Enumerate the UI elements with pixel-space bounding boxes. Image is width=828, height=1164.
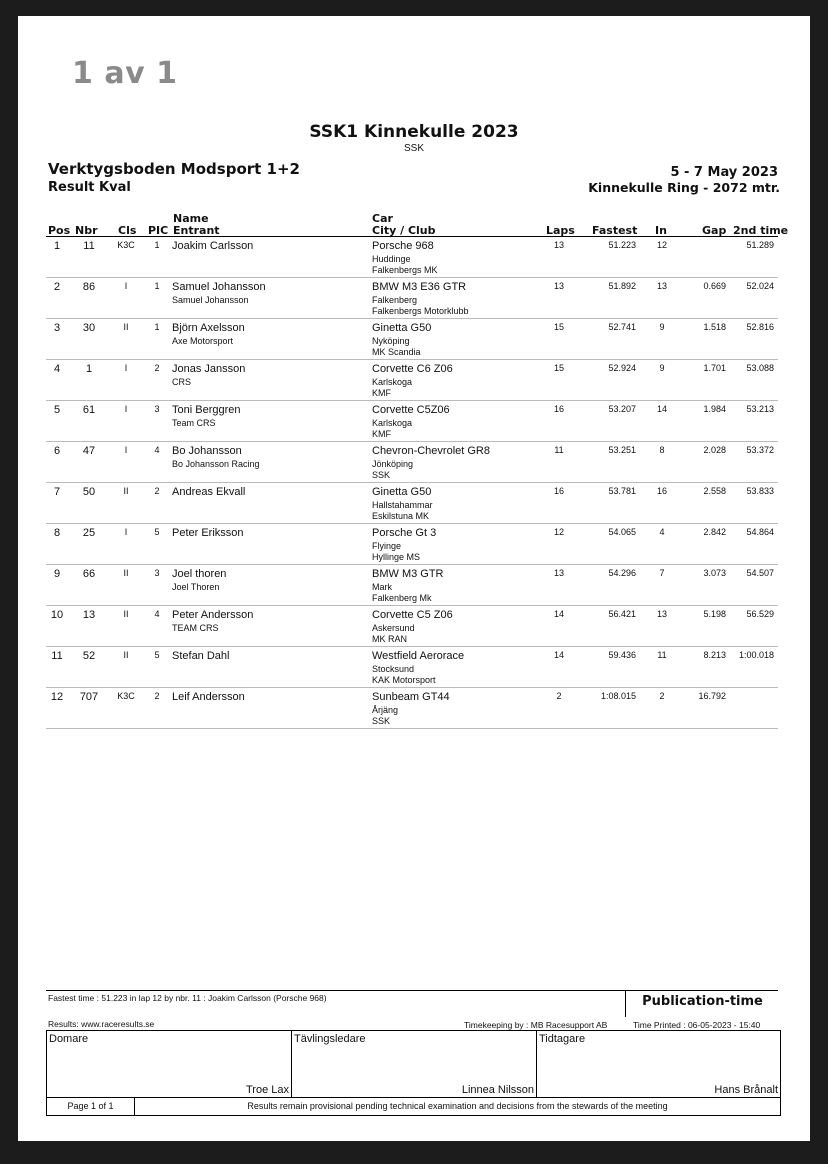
cell-city: Nyköping (372, 336, 410, 346)
cell-2nd-time: 54.864 (746, 527, 774, 537)
header-2nd-time: 2nd time (733, 224, 789, 237)
cell-club: KMF (372, 388, 391, 398)
cell-2nd-time: 53.088 (746, 363, 774, 373)
cell-in-lap: 11 (657, 650, 667, 660)
cell-laps: 2 (556, 691, 562, 701)
cell-entrant: Joel Thoren (172, 582, 220, 592)
cell-car: Chevron-Chevrolet GR8 (372, 445, 490, 457)
track-info: Kinnekulle Ring - 2072 mtr. (588, 180, 780, 195)
time-printed: Time Printed : 06-05-2023 - 15:40 (633, 1020, 761, 1030)
cell-entrant: Bo Johansson Racing (172, 459, 260, 469)
cell-car: Corvette C5 Z06 (372, 609, 453, 621)
cell-pic: 5 (154, 527, 160, 537)
results-url: Results: www.raceresults.se (48, 1019, 155, 1029)
cell-in-lap: 9 (659, 322, 665, 332)
cell-gap: 2.028 (703, 445, 726, 455)
header-in: In (655, 224, 667, 237)
cell-driver-name: Peter Andersson (172, 609, 254, 621)
cell-driver-name: Björn Axelsson (172, 322, 245, 334)
result-row (46, 647, 778, 688)
results-table (46, 237, 778, 729)
cell-2nd-time: 1:00.018 (738, 650, 774, 660)
cell-gap: 3.073 (703, 568, 726, 578)
cell-laps: 15 (553, 363, 564, 373)
result-row (46, 237, 778, 278)
cell-city: Huddinge (372, 254, 411, 264)
cell-laps: 15 (553, 322, 564, 332)
result-row (46, 524, 778, 565)
cell-gap: 0.669 (703, 281, 726, 291)
cell-pic: 4 (154, 445, 160, 455)
header-pic: PIC (148, 224, 169, 237)
cell-city: Flyinge (372, 541, 402, 551)
cell-class: II (123, 609, 129, 619)
cell-gap: 5.198 (703, 609, 726, 619)
cell-2nd-time: 54.507 (746, 568, 774, 578)
cell-fastest: 1:08.015 (600, 691, 636, 701)
cell-nbr: 1 (85, 363, 93, 375)
cell-car: Corvette C5Z06 (372, 404, 450, 416)
official-tidtagare (537, 1031, 780, 1097)
cell-laps: 14 (553, 609, 564, 619)
cell-class: I (124, 281, 128, 291)
cell-club: MK Scandia (372, 347, 421, 357)
cell-driver-name: Jonas Jansson (172, 363, 246, 375)
cell-in-lap: 12 (656, 240, 667, 250)
timekeeping-info: Timekeeping by : MB Racesupport AB (464, 1020, 608, 1030)
publication-time-label: Publication-time (625, 991, 779, 1017)
cell-entrant: Axe Motorsport (172, 336, 234, 346)
official-name: Troe Lax (245, 1084, 289, 1096)
cell-laps: 13 (553, 568, 564, 578)
cell-pos: 8 (53, 527, 61, 539)
cell-city: Årjäng (372, 705, 399, 715)
cell-gap: 8.213 (703, 650, 726, 660)
cell-nbr: 47 (82, 445, 96, 457)
cell-city: Jönköping (372, 459, 414, 469)
page-of-label: Page 1 of 1 (47, 1098, 135, 1115)
cell-city: Karlskoga (372, 418, 413, 428)
session-name: Result Kval (48, 180, 131, 195)
officials-box (46, 1030, 781, 1098)
cell-nbr: 707 (79, 691, 99, 703)
cell-2nd-time: 51.289 (746, 240, 774, 250)
cell-club: KMF (372, 429, 391, 439)
cell-fastest: 52.924 (608, 363, 636, 373)
cell-class: II (123, 322, 129, 332)
cell-pic: 2 (154, 691, 160, 701)
cell-fastest: 59.436 (608, 650, 636, 660)
provisional-disclaimer: Results remain provisional pending technical examination and decisions from the stewards of the meeting (247, 1101, 668, 1111)
cell-club: KAK Motorsport (372, 675, 436, 685)
cell-pos: 7 (53, 486, 61, 498)
cell-2nd-time: 53.213 (746, 404, 774, 414)
cell-club: MK RAN (372, 634, 408, 644)
cell-driver-name: Leif Andersson (172, 691, 245, 703)
cell-city: Hallstahammar (372, 500, 433, 510)
cell-pic: 2 (154, 486, 160, 496)
cell-class: I (124, 527, 128, 537)
fastest-time-summary: Fastest time : 51.223 in lap 12 by nbr. 11 : Joakim Carlsson (Porsche 968) (48, 993, 327, 1003)
cell-in-lap: 14 (656, 404, 667, 414)
cell-city: Falkenberg (372, 295, 418, 305)
cell-driver-name: Joakim Carlsson (172, 240, 254, 252)
header-fastest: Fastest (592, 224, 638, 237)
cell-club: Hyllinge MS (372, 552, 421, 562)
header-cls: Cls (118, 224, 137, 237)
cell-pic: 1 (154, 281, 160, 291)
cell-pos: 9 (53, 568, 61, 580)
cell-city: Stocksund (372, 664, 415, 674)
official-domare (47, 1031, 292, 1097)
cell-driver-name: Andreas Ekvall (172, 486, 246, 498)
result-row (46, 360, 778, 401)
header-gap: Gap (702, 224, 727, 237)
cell-city: Askersund (372, 623, 415, 633)
cell-pos: 3 (53, 322, 61, 334)
cell-car: BMW M3 E36 GTR (372, 281, 467, 293)
cell-car: Ginetta G50 (372, 486, 432, 498)
cell-driver-name: Stefan Dahl (172, 650, 230, 662)
cell-pic: 1 (154, 240, 160, 250)
cell-fastest: 51.892 (608, 281, 636, 291)
cell-city: Karlskoga (372, 377, 413, 387)
cell-nbr: 50 (82, 486, 96, 498)
cell-car: Porsche Gt 3 (372, 527, 437, 539)
cell-car: BMW M3 GTR (372, 568, 444, 580)
class-name: Verktygsboden Modsport 1+2 (48, 160, 300, 178)
cell-nbr: 11 (83, 240, 95, 252)
cell-in-lap: 9 (659, 363, 665, 373)
cell-class: II (123, 650, 129, 660)
event-date: 5 - 7 May 2023 (670, 165, 778, 180)
cell-gap: 2.558 (703, 486, 726, 496)
cell-car: Porsche 968 (372, 240, 434, 252)
cell-nbr: 61 (82, 404, 96, 416)
cell-pos: 12 (50, 691, 64, 703)
cell-fastest: 56.421 (608, 609, 636, 619)
cell-pic: 3 (154, 568, 160, 578)
result-row (46, 319, 778, 360)
cell-laps: 13 (553, 240, 564, 250)
cell-driver-name: Joel thoren (172, 568, 227, 580)
cell-pic: 4 (154, 609, 160, 619)
cell-class: I (124, 363, 128, 373)
cell-city: Mark (372, 582, 392, 592)
cell-class: II (123, 568, 129, 578)
cell-in-lap: 2 (659, 691, 665, 701)
cell-pos: 5 (53, 404, 61, 416)
cell-fastest: 53.781 (608, 486, 636, 496)
header-city-club: City / Club (372, 224, 436, 237)
cell-laps: 12 (553, 527, 564, 537)
header-laps: Laps (546, 224, 575, 237)
result-row (46, 278, 778, 319)
cell-pic: 3 (154, 404, 160, 414)
cell-gap: 2.842 (703, 527, 726, 537)
cell-gap: 1.518 (703, 322, 726, 332)
bottom-bar (46, 1097, 781, 1116)
cell-fastest: 51.223 (608, 240, 636, 250)
cell-car: Ginetta G50 (372, 322, 432, 334)
cell-pos: 4 (53, 363, 61, 375)
result-row (46, 606, 778, 647)
cell-nbr: 52 (82, 650, 96, 662)
cell-fastest: 53.207 (608, 404, 636, 414)
cell-nbr: 13 (82, 609, 96, 621)
result-row (46, 565, 778, 606)
cell-in-lap: 4 (659, 527, 665, 537)
cell-laps: 16 (553, 486, 564, 496)
cell-pic: 2 (154, 363, 160, 373)
cell-driver-name: Samuel Johansson (172, 281, 266, 293)
cell-nbr: 86 (82, 281, 96, 293)
result-row (46, 483, 778, 524)
event-subtitle: SSK (403, 143, 424, 154)
cell-class: K3C (117, 240, 135, 250)
cell-fastest: 52.741 (608, 322, 636, 332)
cell-laps: 14 (553, 650, 564, 660)
cell-club: Falkenbergs MK (372, 265, 438, 275)
cell-fastest: 54.065 (608, 527, 636, 537)
cell-laps: 11 (554, 445, 564, 455)
cell-pic: 1 (154, 322, 160, 332)
cell-club: SSK (372, 470, 391, 480)
cell-club: SSK (372, 716, 391, 726)
official-tavlingsledare (292, 1031, 537, 1097)
cell-driver-name: Toni Berggren (172, 404, 241, 416)
cell-entrant: TEAM CRS (172, 623, 219, 633)
header-entrant: Entrant (173, 224, 220, 237)
cell-car: Westfield Aerorace (372, 650, 465, 662)
cell-club: Eskilstuna MK (372, 511, 430, 521)
cell-driver-name: Peter Eriksson (172, 527, 244, 539)
cell-class: II (123, 486, 129, 496)
cell-nbr: 66 (82, 568, 96, 580)
header-nbr: Nbr (75, 224, 98, 237)
cell-in-lap: 13 (656, 281, 667, 291)
page-counter: 1 av 1 (72, 56, 178, 91)
cell-pos: 11 (51, 650, 63, 662)
cell-in-lap: 7 (659, 568, 665, 578)
cell-pic: 5 (154, 650, 160, 660)
cell-class: I (124, 404, 128, 414)
official-role: Tidtagare (539, 1033, 586, 1045)
header-name: Name (173, 212, 209, 225)
cell-2nd-time: 52.024 (746, 281, 774, 291)
cell-in-lap: 13 (656, 609, 667, 619)
header-car: Car (372, 212, 393, 225)
cell-gap: 1.984 (703, 404, 726, 414)
cell-entrant: CRS (172, 377, 192, 387)
result-row (46, 401, 778, 442)
cell-2nd-time: 53.372 (746, 445, 774, 455)
cell-gap: 16.792 (698, 691, 726, 701)
event-title: SSK1 Kinnekulle 2023 (309, 122, 519, 142)
cell-pos: 10 (50, 609, 64, 621)
cell-fastest: 54.296 (608, 568, 636, 578)
cell-car: Corvette C6 Z06 (372, 363, 453, 375)
cell-club: Falkenbergs Motorklubb (372, 306, 469, 316)
cell-class: K3C (117, 691, 135, 701)
official-role: Domare (49, 1033, 89, 1045)
official-role: Tävlingsledare (294, 1033, 366, 1045)
official-name: Linnea Nilsson (461, 1084, 534, 1096)
cell-2nd-time: 52.816 (746, 322, 774, 332)
cell-in-lap: 8 (659, 445, 665, 455)
cell-pos: 1 (53, 240, 61, 252)
result-row (46, 442, 778, 483)
cell-class: I (124, 445, 128, 455)
header-pos: Pos (48, 224, 71, 237)
cell-laps: 13 (553, 281, 564, 291)
result-row (46, 688, 778, 729)
cell-nbr: 25 (82, 527, 96, 539)
cell-2nd-time: 56.529 (746, 609, 774, 619)
official-name: Hans Brånalt (714, 1084, 778, 1096)
cell-pos: 6 (53, 445, 61, 457)
cell-nbr: 30 (82, 322, 96, 334)
cell-car: Sunbeam GT44 (372, 691, 450, 703)
cell-entrant: Samuel Johansson (172, 295, 249, 305)
cell-gap: 1.701 (703, 363, 726, 373)
cell-laps: 16 (553, 404, 564, 414)
cell-fastest: 53.251 (608, 445, 636, 455)
cell-entrant: Team CRS (172, 418, 216, 428)
cell-pos: 2 (53, 281, 61, 293)
cell-2nd-time: 53.833 (746, 486, 774, 496)
cell-driver-name: Bo Johansson (172, 445, 242, 457)
cell-in-lap: 16 (656, 486, 667, 496)
cell-club: Falkenberg Mk (372, 593, 432, 603)
